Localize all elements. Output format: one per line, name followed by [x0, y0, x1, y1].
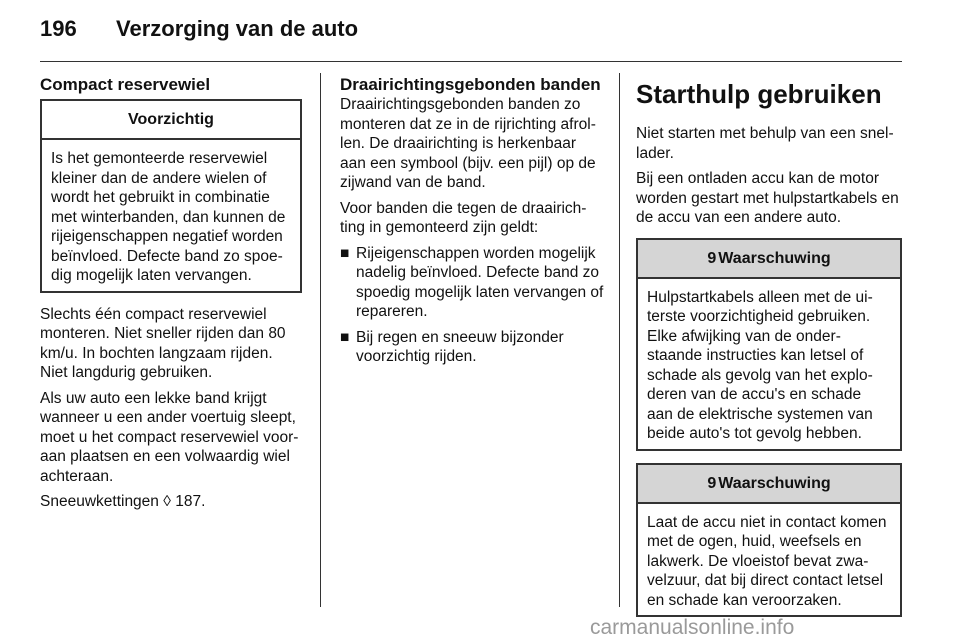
- warning-header: [638, 465, 900, 504]
- watermark: carmanualsonline.info: [590, 616, 795, 639]
- section-heading-jump-start: Starthulp gebruiken: [636, 79, 882, 109]
- warning-box: [636, 463, 902, 618]
- warning-title: Waarschuwing: [718, 474, 831, 492]
- warning-body: Laat de accu niet in contact komen met de ogen, huid, weefsels en lakwerk. De vloeistof bevat zwa-velzuur, dat bij direct contact letsel en schade kan veroorzaken.: [647, 513, 887, 609]
- caution-body: Is het gemonteerde reservewiel kleiner dan de andere wielen of wordt het gebruikt in combinatie met winterbanden, dan kunnen de rijeigenschappen negatief worden beïnvloed. Defecte band zo spoe-dig mogelijk laten vervangen.: [51, 150, 286, 284]
- warning-header: [638, 240, 900, 279]
- list-item-text: Bij regen en sneeuw bijzonder voorzichtig rijden.: [356, 328, 564, 365]
- column-jump-start: [636, 74, 902, 629]
- paragraph: Draairichtingsgebonden banden zo monteren dat ze in de rijrichting afrol-len. De draairichting is herkenbaar aan een symbool (bijv. een pijl) op de zijwand van de band.: [340, 96, 596, 191]
- warning-title: Waarschuwing: [718, 249, 831, 267]
- column-directional-tyres: [340, 74, 604, 373]
- bullet-list: [340, 244, 604, 367]
- warning-icon: 9: [707, 474, 717, 492]
- header-divider: [40, 61, 902, 62]
- cross-reference: [40, 492, 302, 512]
- warning-icon: 9: [707, 249, 717, 267]
- bullet-icon: ■: [340, 244, 350, 262]
- warning-body: Hulpstartkabels alleen met de ui-terste voorzichtigheid gebruiken. Elke afwijking van de onder-staande instructies kan letsel of schade als gevolg van het explo-deren van de accu's en schade aan de elektrische systemen van beide auto's tot gevolg hebben.: [647, 288, 873, 442]
- warning-box: [636, 238, 902, 451]
- page-number: 196: [40, 16, 77, 41]
- column-compact-spare: [40, 74, 302, 518]
- caution-title: Voorzichtig: [42, 101, 300, 140]
- list-item: [340, 244, 604, 322]
- section-heading-compact-spare: Compact reservewiel: [40, 75, 211, 94]
- bullet-icon: ■: [340, 328, 350, 346]
- section-heading-directional-tyres: Draairichtingsgebonden banden: [340, 75, 601, 94]
- paragraph: Slechts één compact reservewiel monteren. Niet sneller rijden dan 80 km/u. In bochten langzaam rijden. Niet langdurig gebruiken.: [40, 305, 286, 381]
- page-header: [40, 16, 900, 52]
- paragraph: Bij een ontladen accu kan de motor worden gestart met hulpstartkabels en de accu van een andere auto.: [636, 170, 899, 226]
- cross-reference-arrow-icon: ◊: [163, 493, 171, 510]
- paragraph: Niet starten met behulp van een snel-lader.: [636, 125, 894, 162]
- paragraph: Als uw auto een lekke band krijgt wanneer u een ander voertuig sleept, moet u het compact reservewiel voor-aan plaatsen en een volwaardig wiel achteraan.: [40, 389, 299, 485]
- caution-box: [40, 99, 302, 293]
- cross-reference-page: 187.: [175, 493, 206, 510]
- list-item: [340, 328, 604, 367]
- paragraph: Voor banden die tegen de draairich-ting in gemonteerd zijn geldt:: [340, 199, 587, 236]
- column-divider-1: [320, 73, 321, 607]
- cross-reference-text: Sneeuwkettingen: [40, 493, 159, 510]
- column-divider-2: [619, 73, 620, 607]
- list-item-text: Rijeigenschappen worden mogelijk nadelig beïnvloed. Defecte band zo spoedig mogelijk laten vervangen of repareren.: [356, 244, 604, 320]
- chapter-title: Verzorging van de auto: [116, 16, 359, 41]
